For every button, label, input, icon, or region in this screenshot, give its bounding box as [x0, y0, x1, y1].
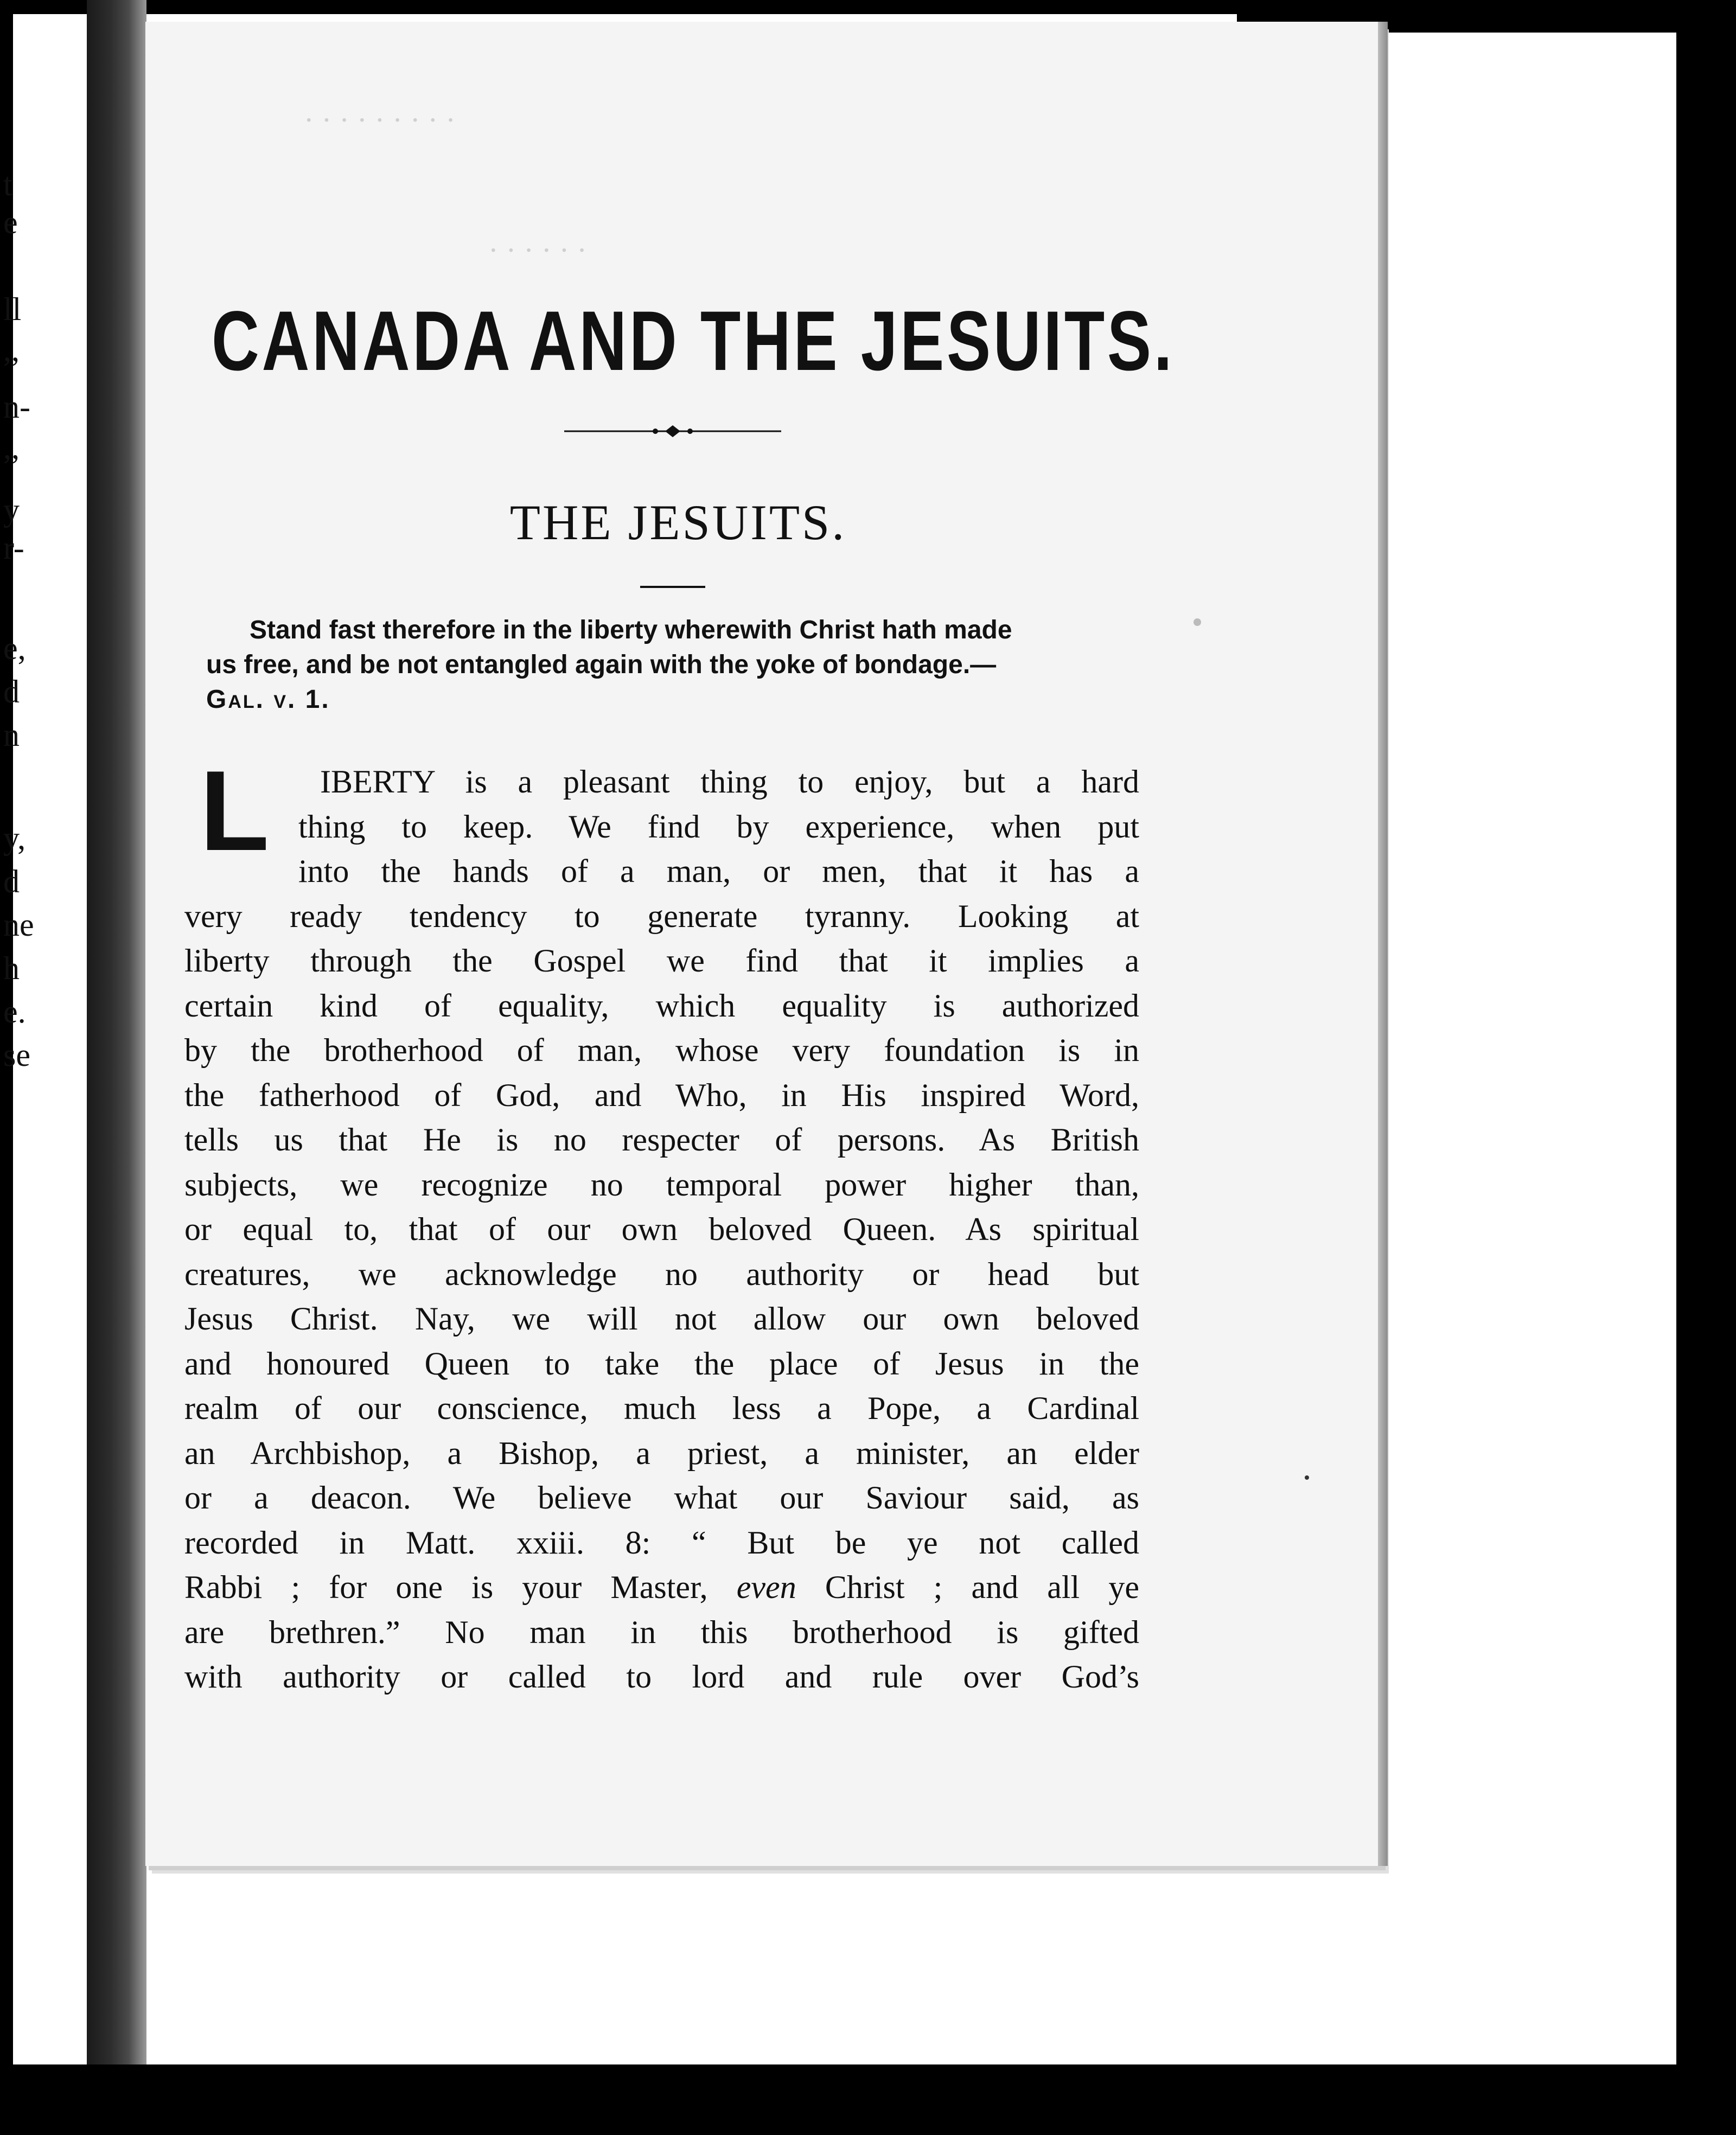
fragment-line: e, — [3, 630, 26, 666]
text-line: are brethren.” No man in this brotherhood is gifted — [184, 1614, 1139, 1650]
text-line: realm of our conscience, much less a Pope, a Cardinal — [184, 1390, 1139, 1426]
page-title: CANADA AND THE JESUITS. — [212, 294, 1175, 388]
fragment-line: h — [3, 950, 20, 986]
text-line: or a deacon. We believe what our Saviour said, as — [184, 1480, 1139, 1516]
fragment-line: d — [3, 674, 20, 709]
text-line: the fatherhood of God, and Who, in His inspired Word, — [184, 1077, 1139, 1113]
drop-capital: L — [200, 747, 270, 874]
section-heading: THE JESUITS. — [509, 495, 847, 550]
fragment-line: t — [3, 167, 12, 202]
fragment-line: ll — [3, 291, 22, 327]
text-line: certain kind of equality, which equality is authorized — [184, 987, 1139, 1024]
text-line: subjects, we recognize no temporal power higher than, — [184, 1166, 1139, 1203]
epigraph-reference: Gal. v. 1. — [206, 685, 330, 714]
fragment-line: ne — [3, 907, 34, 943]
text-line: very ready tendency to generate tyranny. Looking at — [184, 898, 1139, 934]
text-line: with authority or called to lord and rule over God’s — [184, 1659, 1139, 1695]
fragment-line: ,, — [3, 430, 20, 465]
body-text — [184, 759, 1139, 1699]
text-line: or equal to, that of our own beloved Queen. As spiritual — [184, 1211, 1139, 1247]
ornament-divider-icon — [564, 423, 781, 439]
text-line: IBERTY is a pleasant thing to enjoy, but a hard — [320, 764, 1139, 800]
epigraph-line: us free, and be not entangled again with the yoke of bondage.— — [206, 650, 997, 679]
fragment-line: n — [3, 717, 20, 753]
text-line: by the brotherhood of man, whose very foundation is in — [184, 1032, 1139, 1068]
text-line: and honoured Queen to take the place of Jesus in the — [184, 1345, 1139, 1382]
text-line: an Archbishop, a Bishop, a priest, a minister, an elder — [184, 1435, 1139, 1471]
text-line: thing to keep. We find by experience, when put — [298, 808, 1139, 845]
fragment-line: d — [3, 864, 20, 899]
text-line: recorded in Matt. xxiii. 8: “ But be ye not called — [184, 1524, 1139, 1561]
dust-speck — [1194, 618, 1201, 626]
heading-rule — [640, 586, 705, 588]
text-line: Jesus Christ. Nay, we will not allow our own beloved — [184, 1301, 1139, 1337]
fragment-line: ,, — [3, 332, 20, 368]
fragment-line: e — [3, 204, 18, 240]
dust-speck — [1305, 1475, 1309, 1480]
show-through-smudge: · · · · · · — [488, 234, 587, 267]
fragment-line: e. — [3, 994, 26, 1030]
fragment-line: n- — [3, 389, 30, 425]
text-line: tells us that He is no respecter of persons. As British — [184, 1122, 1139, 1158]
scan-border-bottom — [0, 2064, 1736, 2135]
fragment-line: y — [3, 492, 20, 528]
scan-border-right — [1676, 0, 1736, 2135]
text-line: liberty through the Gospel we find that it implies a — [184, 943, 1139, 979]
book-binding-shadow — [87, 0, 146, 2083]
page-edge — [1378, 22, 1388, 1866]
text-line: creatures, we acknowledge no authority or head but — [184, 1256, 1139, 1292]
emphasis: even — [736, 1569, 796, 1605]
fragment-line: se — [3, 1037, 30, 1073]
fragment-line: r- — [3, 530, 24, 566]
epigraph — [206, 613, 1139, 717]
epigraph-line: Stand fast therefore in the liberty wherewith Christ hath made — [250, 616, 1012, 644]
show-through-smudge: · · · · · · · · · — [304, 104, 456, 137]
fragment-line: y, — [3, 820, 26, 856]
text-line: Rabbi ; for one is your Master, even Christ ; and all ye — [184, 1569, 1140, 1605]
text-line: into the hands of a man, or men, that it has a — [298, 853, 1139, 889]
